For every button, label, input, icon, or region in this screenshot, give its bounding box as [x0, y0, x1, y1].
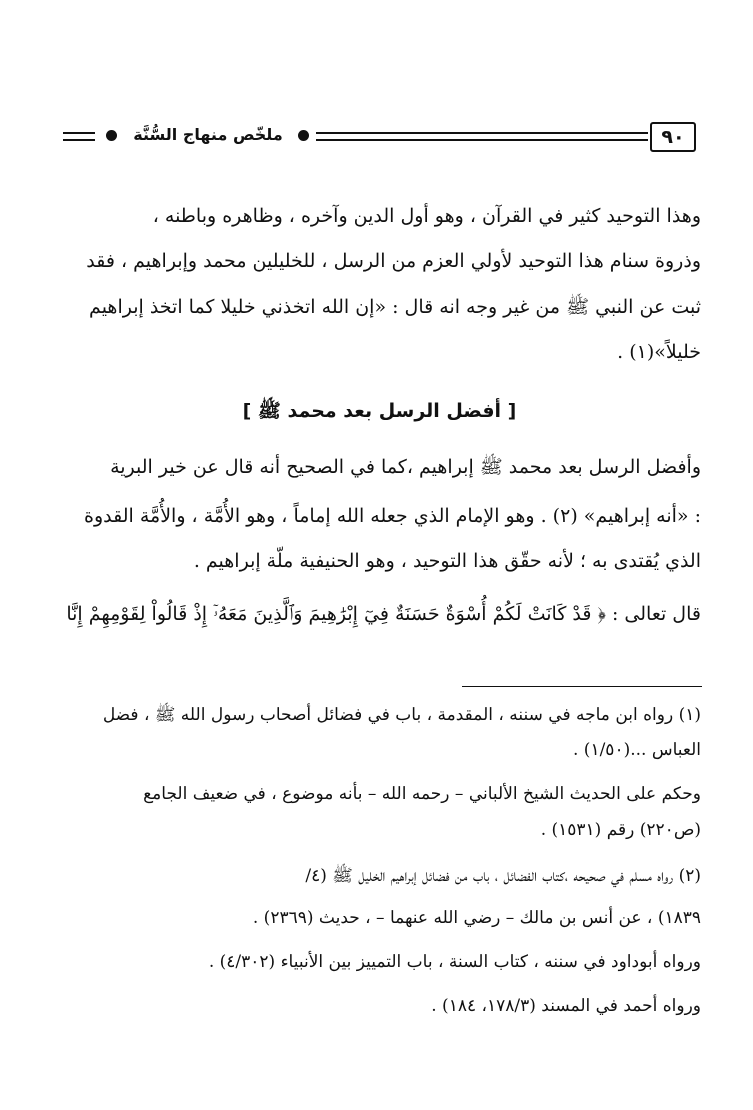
body-line: ثبت عن النبي ﷺ من غير وجه انه قال : «إن الله اتخذني خليلا كما اتخذ إبراهيم — [89, 296, 701, 318]
footnote-line: (ص٢٢٠) رقم (١٥٣١) . — [540, 820, 701, 840]
body-line: خليلاً»(١) . — [617, 341, 701, 363]
body-line: وهذا التوحيد كثير في القرآن ، وهو أول الدين وآخره ، وظاهره وباطنه ، — [152, 205, 701, 227]
footnote-line: ورواه أبوداود في سننه ، كتاب السنة ، باب التمييز بين الأنبياء (٤/٣٠٢) . — [208, 952, 701, 972]
header-rule — [316, 132, 648, 141]
header-ornament-dot — [298, 130, 309, 141]
header-ornament-dot — [106, 130, 117, 141]
footnote-line: (٢) رواه مسلم في صحيحه ،كتاب الفضائل ، باب من فضائل إبراهيم الخليل ﷺ (٤/ — [305, 866, 701, 886]
footnote-line: ١٨٣٩) ، عن أنس بن مالك – رضي الله عنهما – ، حديث (٢٣٦٩) . — [252, 908, 701, 928]
quran-quote: قال تعالى : ﴿ قَدْ كَانَتْ لَكُمْ أُسْوَةٌ حَسَنَةٌ فِيٓ إِبْرَٰهِيمَ وَٱلَّذِينَ مَعَهُۥٓ إِذْ قَالُواْ لِقَوْمِهِمْ إِنَّا — [66, 603, 701, 625]
page-number: ٩٠ — [650, 122, 696, 152]
body-line: : «أنه إبراهيم» (٢) . وهو الإمام الذي جعله الله إماماً ، وهو الأُمَّة ، والأُمَّة القدوة — [84, 505, 701, 527]
header-rule-short — [63, 132, 95, 141]
footnote-line: ورواه أحمد في المسند (١٧٨/٣، ١٨٤) . — [431, 996, 701, 1016]
body-line: وأفضل الرسل بعد محمد ﷺ إبراهيم ،كما في الصحيح أنه قال عن خير البرية — [110, 456, 701, 478]
body-line: وذروة سنام هذا التوحيد لأولي العزم من الرسل ، للخليلين محمد وإبراهيم ، فقد — [86, 250, 701, 272]
footnote-separator — [462, 686, 702, 687]
running-title: ملخّص منهاج السُّنَّة — [133, 125, 283, 144]
section-heading: [ أفضل الرسل بعد محمد ﷺ ] — [242, 400, 517, 422]
footnote-line: العباس ...(١/٥٠) . — [573, 740, 701, 760]
footnote-line: (١) رواه ابن ماجه في سننه ، المقدمة ، باب في فضائل أصحاب رسول الله ﷺ ، فضل — [102, 705, 701, 725]
footnote-line: وحكم على الحديث الشيخ الألباني – رحمه الله – بأنه موضوع ، في ضعيف الجامع — [143, 784, 701, 804]
body-line: الذي يُقتدى به ؛ لأنه حقّق هذا التوحيد ، وهو الحنيفية ملّة إبراهيم . — [193, 550, 701, 572]
